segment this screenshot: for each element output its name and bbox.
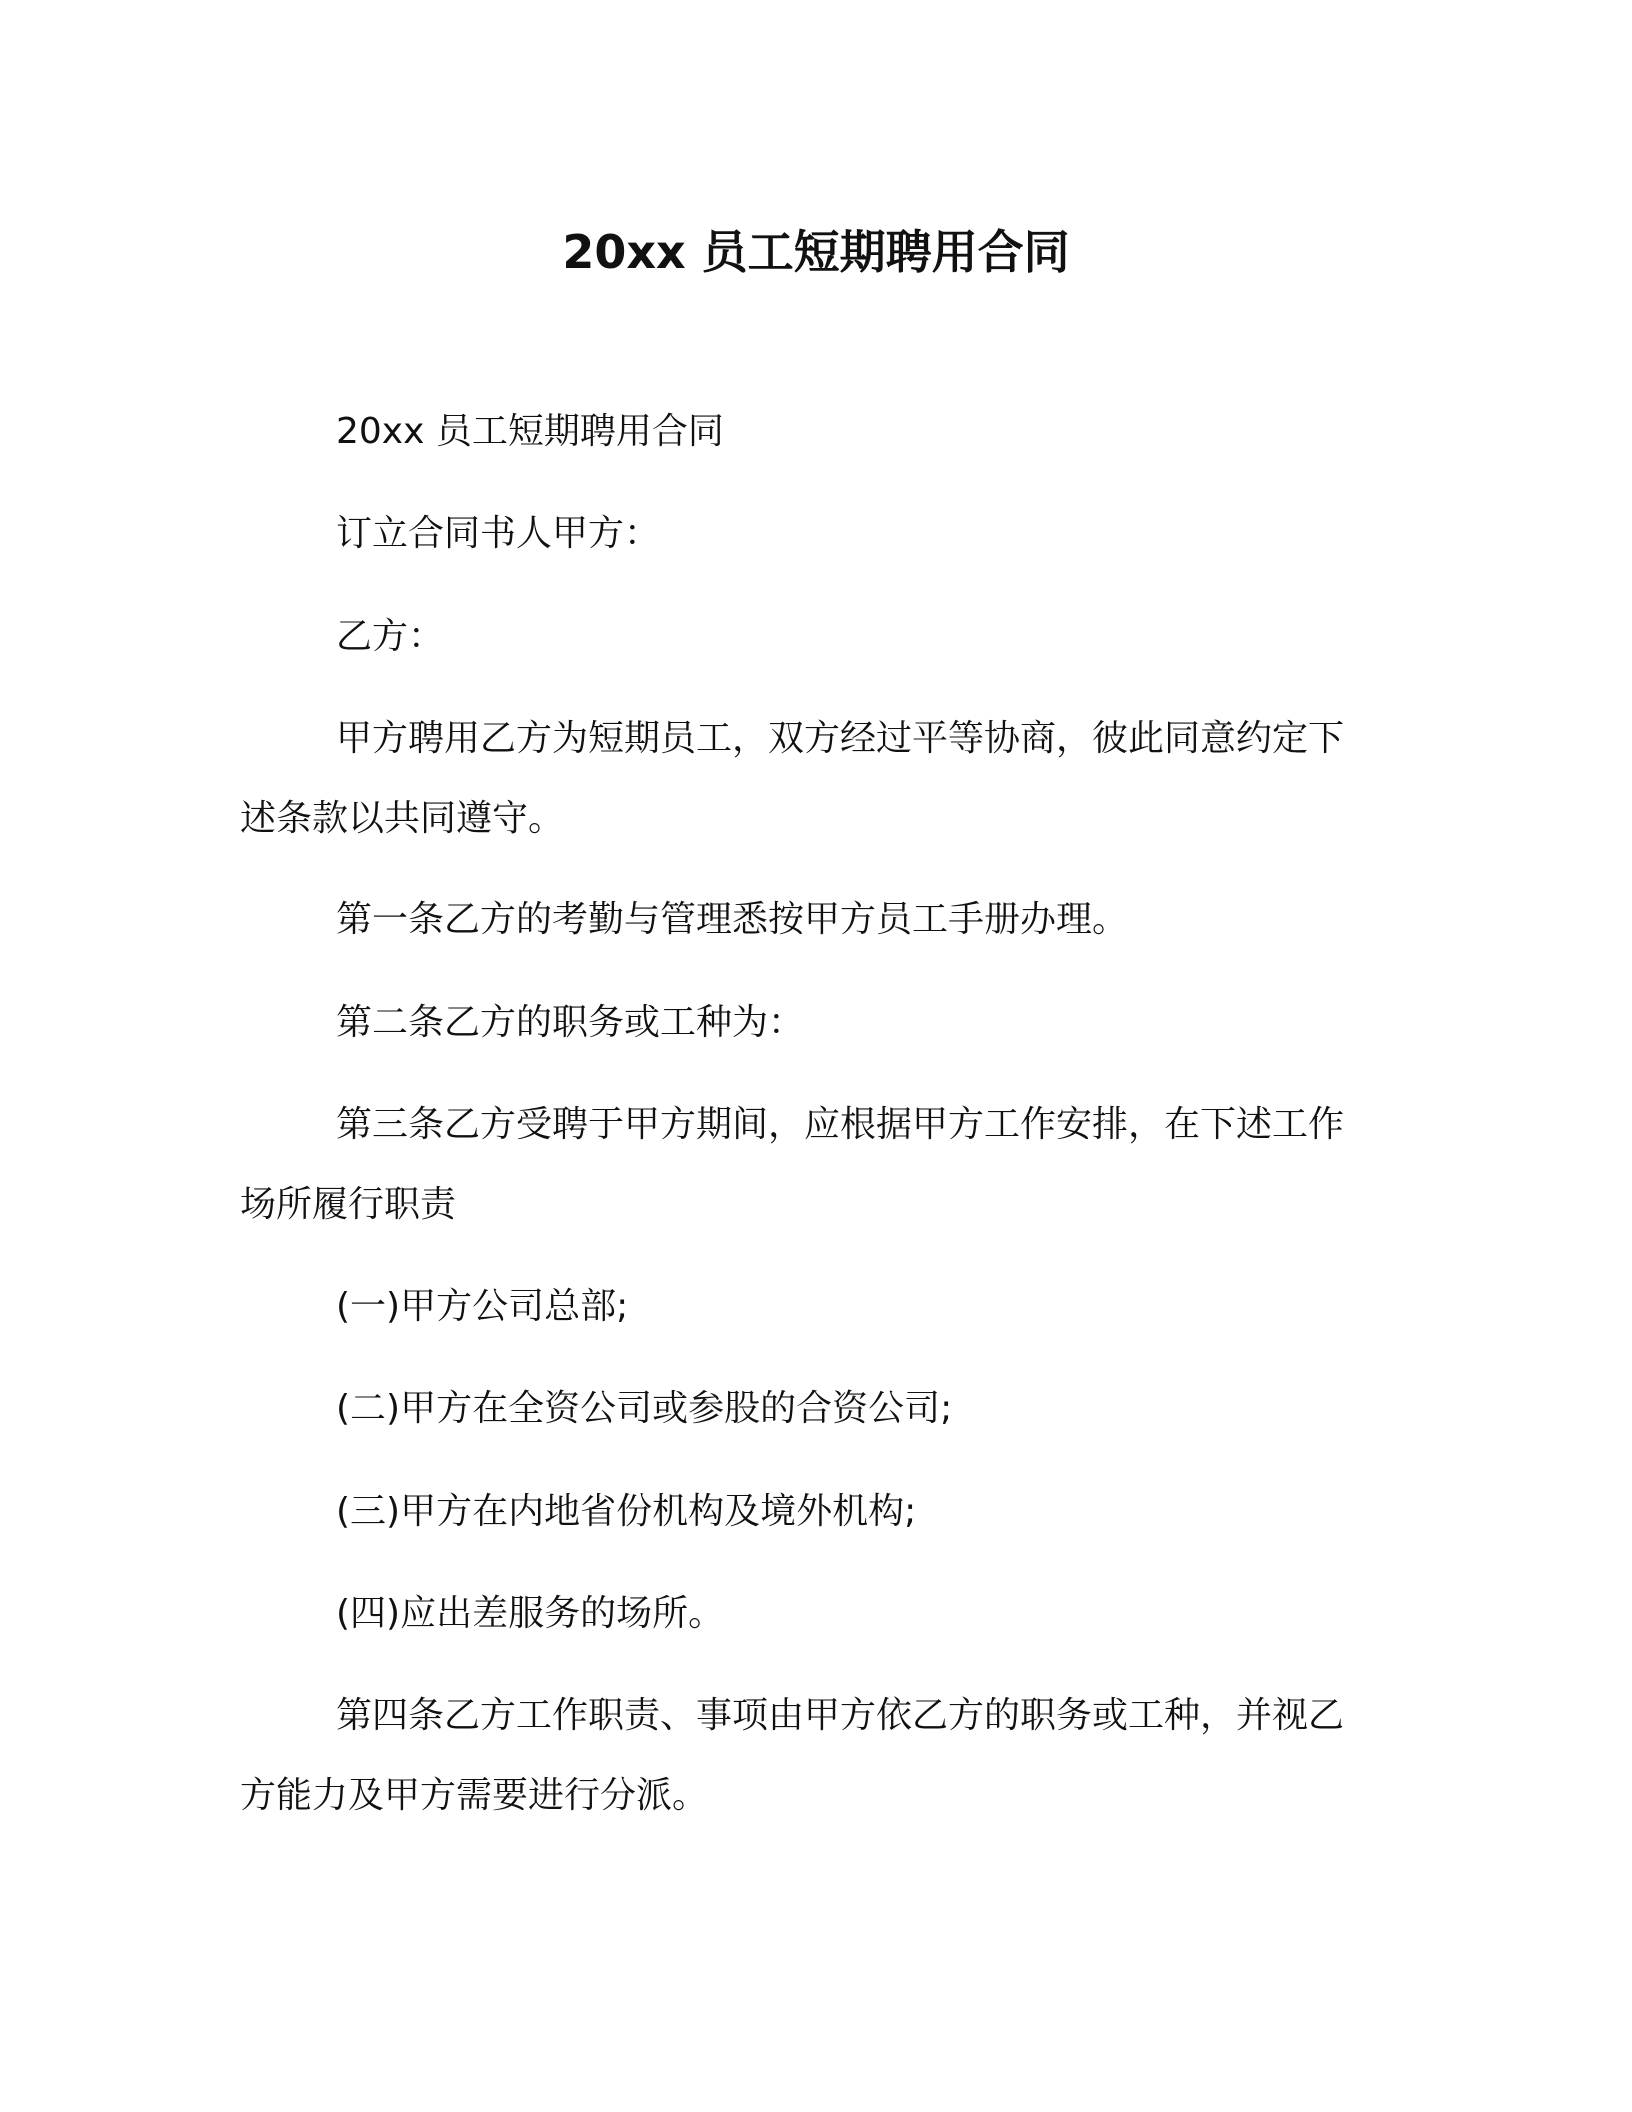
paragraph-article-1: 第一条乙方的考勤与管理悉按甲方员工手册办理。 [336, 899, 1129, 940]
document-title: 20xx 员工短期聘用合同 [562, 225, 1070, 279]
paragraph-party-b: 乙方： [336, 616, 445, 657]
paragraph-article-4: 第四条乙方工作职责、事项由甲方依乙方的职务或工种，并视乙方能力及甲方需要进行分派。 [240, 1695, 1345, 1816]
paragraph-item-3: (三)甲方在内地省份机构及境外机构; [336, 1491, 917, 1532]
paragraph-article-2: 第二条乙方的职务或工种为： [336, 1002, 805, 1043]
paragraph-article-3: 第三条乙方受聘于甲方期间，应根据甲方工作安排，在下述工作场所履行职责 [240, 1104, 1345, 1225]
paragraph-preamble: 甲方聘用乙方为短期员工，双方经过平等协商，彼此同意约定下述条款以共同遵守。 [240, 718, 1345, 839]
paragraph-subtitle: 20xx 员工短期聘用合同 [336, 411, 724, 452]
paragraph-item-1: (一)甲方公司总部; [336, 1286, 629, 1327]
paragraph-party-a: 订立合同书人甲方： [336, 513, 661, 554]
paragraph-item-4: (四)应出差服务的场所。 [336, 1593, 725, 1634]
paragraph-item-2: (二)甲方在全资公司或参股的合资公司; [336, 1388, 953, 1429]
